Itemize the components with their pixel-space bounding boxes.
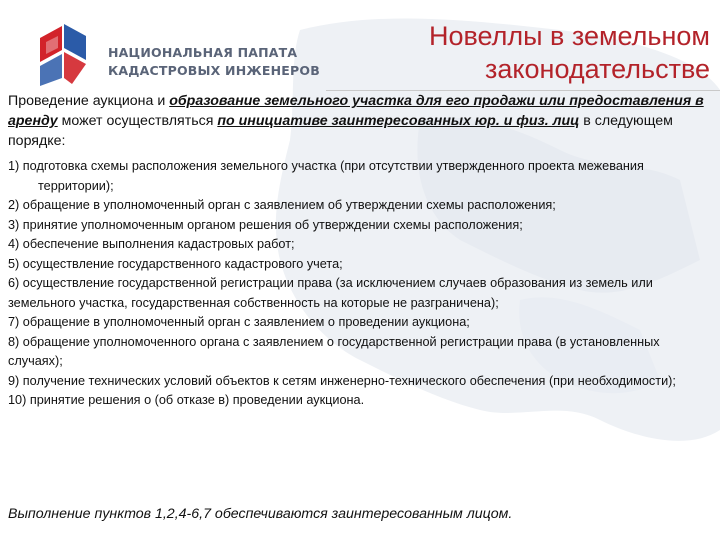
intro-emphasis-2: по инициативе заинтересованных юр. и физ. лиц bbox=[217, 113, 580, 129]
logo-line-1: НАЦИОНАЛЬНАЯ ПАПАТА bbox=[108, 45, 298, 60]
intro-text-3: в следующем порядке: bbox=[8, 113, 673, 149]
steps-list bbox=[8, 157, 714, 411]
list-item: 1) подготовка схемы расположения земельного участка (при отсутствии утвержденного проекта межевания территории); bbox=[8, 159, 644, 193]
list-item: 8) обращение уполномоченного органа с заявлением о государственной регистрации права (в установленных случаях); bbox=[8, 334, 660, 368]
list-item: 10) принятие решения о (об отказе в) проведении аукциона. bbox=[8, 393, 365, 407]
title-line-1: Новеллы в земельном bbox=[428, 21, 710, 51]
list-item: 5) осуществление государственного кадастрового учета; bbox=[8, 256, 343, 271]
logo bbox=[14, 20, 320, 90]
list-item: 9) получение технических условий объектов к сетям инженерно-технического обеспечения (при необходимости); bbox=[8, 373, 676, 388]
intro-text-2: может осуществляться bbox=[57, 113, 218, 129]
list-item: 2) обращение в уполномоченный орган с заявлением об утверждении схемы расположения; bbox=[8, 198, 556, 212]
list-item: 4) обеспечение выполнения кадастровых работ; bbox=[8, 237, 295, 251]
page-title bbox=[370, 20, 710, 86]
logo-text bbox=[108, 44, 320, 80]
logo-emblem bbox=[32, 20, 92, 88]
list-item: 6) осуществление государственной регистрации права (за исключением случаев образования из земель или земельного участка, государственная собственность на которые не разграничена); bbox=[8, 276, 653, 310]
conclusion-note: Выполнение пунктов 1,2,4-6,7 обеспечиваются заинтересованным лицом. bbox=[8, 506, 513, 522]
intro-text-1: Проведение аукциона и bbox=[8, 93, 170, 109]
logo-line-2: КАДАСТРОВЫХ ИНЖЕНЕРОВ bbox=[108, 63, 320, 78]
list-item: 3) принятие уполномоченным органом решения об утверждении схемы расположения; bbox=[8, 217, 523, 232]
list-item: 7) обращение в уполномоченный орган с заявлением о проведении аукциона; bbox=[8, 315, 470, 329]
intro-paragraph bbox=[8, 91, 714, 151]
intro-emphasis-1: образование земельного участка для его продажи или предоставления в аренду bbox=[8, 93, 704, 129]
title-line-2: законодательстве bbox=[485, 54, 710, 84]
